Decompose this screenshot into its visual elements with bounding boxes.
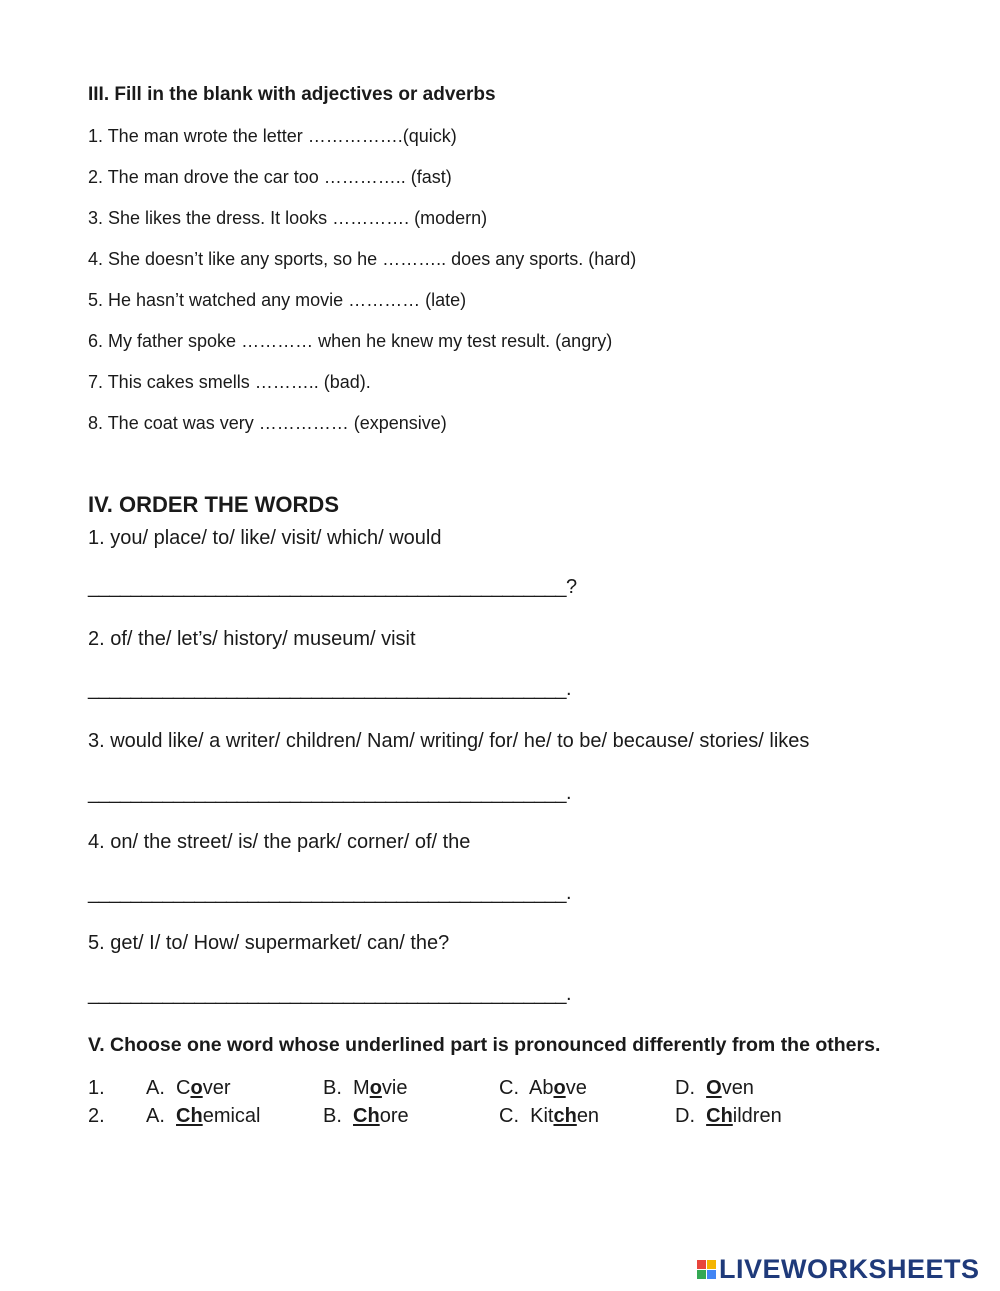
fill-blank-item-2: 2. The man drove the car too ………….. (fast) (88, 167, 452, 187)
liveworksheets-logo (697, 1254, 980, 1285)
order-answer-line-2[interactable]: _____________________________________________. (88, 678, 572, 700)
fill-blank-item-7: 7. This cakes smells ……….. (bad). (88, 372, 371, 392)
option-2d[interactable]: D. Children (675, 1105, 782, 1127)
fill-blank-item-5: 5. He hasn’t watched any movie ………… (late) (88, 290, 467, 310)
section-5-title: V. Choose one word whose underlined part is pronounced differently from the others. (88, 1034, 881, 1056)
order-answer-line-3[interactable]: _____________________________________________. (88, 782, 572, 804)
order-prompt-5: 5. get/ I/ to/ How/ supermarket/ can/ the? (88, 932, 450, 954)
option-1c[interactable]: C. Above (499, 1077, 587, 1099)
order-prompt-4: 4. on/ the street/ is/ the park/ corner/ of/ the (88, 831, 471, 853)
order-prompt-3: 3. would like/ a writer/ children/ Nam/ writing/ for/ he/ to be/ because/ stories/ likes (88, 730, 810, 752)
order-answer-line-5[interactable]: _____________________________________________. (88, 983, 572, 1005)
option-2b[interactable]: B. Chore (323, 1105, 409, 1127)
option-2a[interactable]: A. Chemical (146, 1105, 261, 1127)
option-2c[interactable]: C. Kitchen (499, 1105, 600, 1127)
order-prompt-2: 2. of/ the/ let’s/ history/ museum/ visit (88, 628, 416, 650)
question-number-2: 2. (88, 1105, 105, 1127)
question-number-1: 1. (88, 1077, 105, 1099)
order-answer-line-1[interactable]: _____________________________________________? (88, 576, 577, 598)
logo-blocks-icon (697, 1260, 716, 1279)
section-3-title: III. Fill in the blank with adjectives or adverbs (88, 84, 496, 105)
fill-blank-item-4: 4. She doesn’t like any sports, so he ……….. does any sports. (hard) (88, 249, 637, 269)
fill-blank-item-1: 1. The man wrote the letter …………….(quick) (88, 126, 457, 146)
option-1a[interactable]: A. Cover (146, 1077, 231, 1099)
option-1b[interactable]: B. Movie (323, 1077, 408, 1099)
fill-blank-item-3: 3. She likes the dress. It looks …………. (modern) (88, 208, 488, 228)
fill-blank-item-8: 8. The coat was very …………… (expensive) (88, 413, 447, 433)
logo-text: LIVEWORKSHEETS (719, 1254, 980, 1284)
option-1d[interactable]: D. Oven (675, 1077, 754, 1099)
fill-blank-item-6: 6. My father spoke ………… when he knew my test result. (angry) (88, 331, 613, 351)
order-answer-line-4[interactable]: _____________________________________________. (88, 882, 572, 904)
order-prompt-1: 1. you/ place/ to/ like/ visit/ which/ would (88, 527, 442, 549)
section-4-title: IV. ORDER THE WORDS (88, 492, 339, 517)
